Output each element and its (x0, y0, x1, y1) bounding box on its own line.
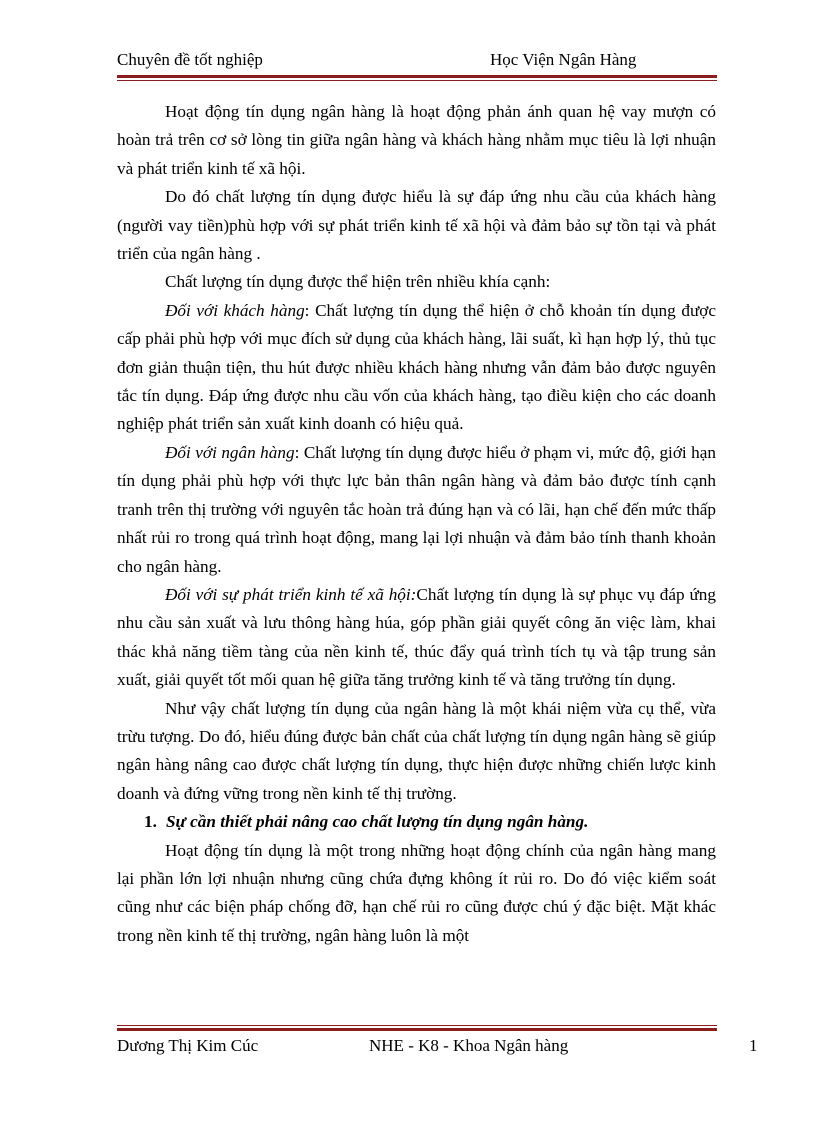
header-title-right: Học Viện Ngân Hàng (490, 50, 637, 69)
paragraph: Hoạt động tín dụng ngân hàng là hoạt động phản ánh quan hệ vay mượn có hoàn trả trên cơ sở lòng tin giữa ngân hàng và khách hàng nhằm mục tiêu là lợi nhuận và phát triển kinh tế xã hội. (117, 102, 716, 178)
section-number: 1. (144, 812, 157, 832)
paragraph-lead-italic: Đối với sự phát triển kinh tế xã hội: (165, 584, 417, 604)
paragraph (117, 581, 716, 695)
paragraph: Chất lượng tín dụng được thể hiện trên nhiều khía cạnh: (165, 272, 551, 292)
section-heading (117, 808, 716, 836)
document-body (117, 98, 716, 950)
paragraph-lead-italic: Đối với khách hàng (165, 300, 305, 320)
paragraph-text: Chất lượng tín dụng là sự phục vụ đáp ứng nhu cầu sản xuất và lưu thông hàng húa, góp phần giải quyết công ăn việc làm, khai thác khả năng tiềm tàng của nền kinh tế, thúc đẩy quá trình tích tụ và tập trung sản xuất, giải quyết tốt mối quan hệ giữa tăng trưởng kinh tế và tăng trưởng tín dụng. (117, 584, 716, 690)
paragraph-lead-italic: Đối với ngân hàng (165, 442, 295, 462)
page-number: 1 (749, 1036, 758, 1055)
footer-class: NHE - K8 - Khoa Ngân hàng (369, 1036, 569, 1055)
paragraph (117, 439, 716, 581)
paragraph-text: : Chất lượng tín dụng thể hiện ở chỗ khoản tín dụng được cấp phải phù hợp với mục đích sử dụng của khách hàng, lãi suất, kì hạn hợp lý, thủ tục đơn giản thuận tiện, thu hút được nhiều khách hàng nhưng vẫn đảm bảo được nguyên tắc tín dụng. Đáp ứng được nhu cầu vốn của khách hàng, tạo điều kiện cho các doanh nghiệp phát triển sản xuất kinh doanh có hiệu quả. (117, 300, 716, 434)
paragraph: Do đó chất lượng tín dụng được hiểu là sự đáp ứng nhu cầu của khách hàng (người vay tiền)phù hợp với sự phát triển kinh tế xã hội và đảm bảo sự tồn tại và phát triển của ngân hàng . (117, 187, 716, 264)
footer-author: Dương Thị Kim Cúc (117, 1036, 259, 1055)
section-heading-text: Sự cần thiết phải nâng cao chất lượng tín dụng ngân hàng. (166, 812, 589, 832)
paragraph-text: : Chất lượng tín dụng được hiểu ở phạm vi, mức độ, giới hạn tín dụng phải phù hợp với thực lực bản thân ngân hàng và đảm bảo được tính cạnh tranh trên thị trường với nguyên tắc hoàn trả đúng hạn và có lãi, hạn chế đến mức thấp nhất rủi ro trong quá trình hoạt động, mang lại lợi nhuận và đảm bảo tính thanh khoản cho ngân hàng. (117, 442, 716, 576)
paragraph: Như vậy chất lượng tín dụng của ngân hàng là một khái niệm vừa cụ thể, vừa trừu tượng. Do đó, hiểu đúng được bản chất của chất lượng tín dụng ngân hàng sẽ giúp ngân hàng nâng cao được chất lượng tín dụng, thực hiện được những chiến lược kinh doanh và đứng vững trong nền kinh tế thị trường. (117, 698, 716, 803)
paragraph (117, 297, 716, 439)
header-divider (117, 75, 717, 81)
footer-divider (117, 1025, 717, 1031)
header-title-left: Chuyên đề tốt nghiệp (117, 50, 263, 69)
paragraph: Hoạt động tín dụng là một trong những hoạt động chính của ngân hàng mang lại phần lớn lợi nhuận nhưng cũng chứa đựng không ít rủi ro. Do đó việc kiểm soát cũng như các biện pháp chống đỡ, hạn chế rủi ro cũng được chú ý đặc biệt. Mặt khác trong nền kinh tế thị trường, ngân hàng luôn là một (117, 840, 716, 945)
